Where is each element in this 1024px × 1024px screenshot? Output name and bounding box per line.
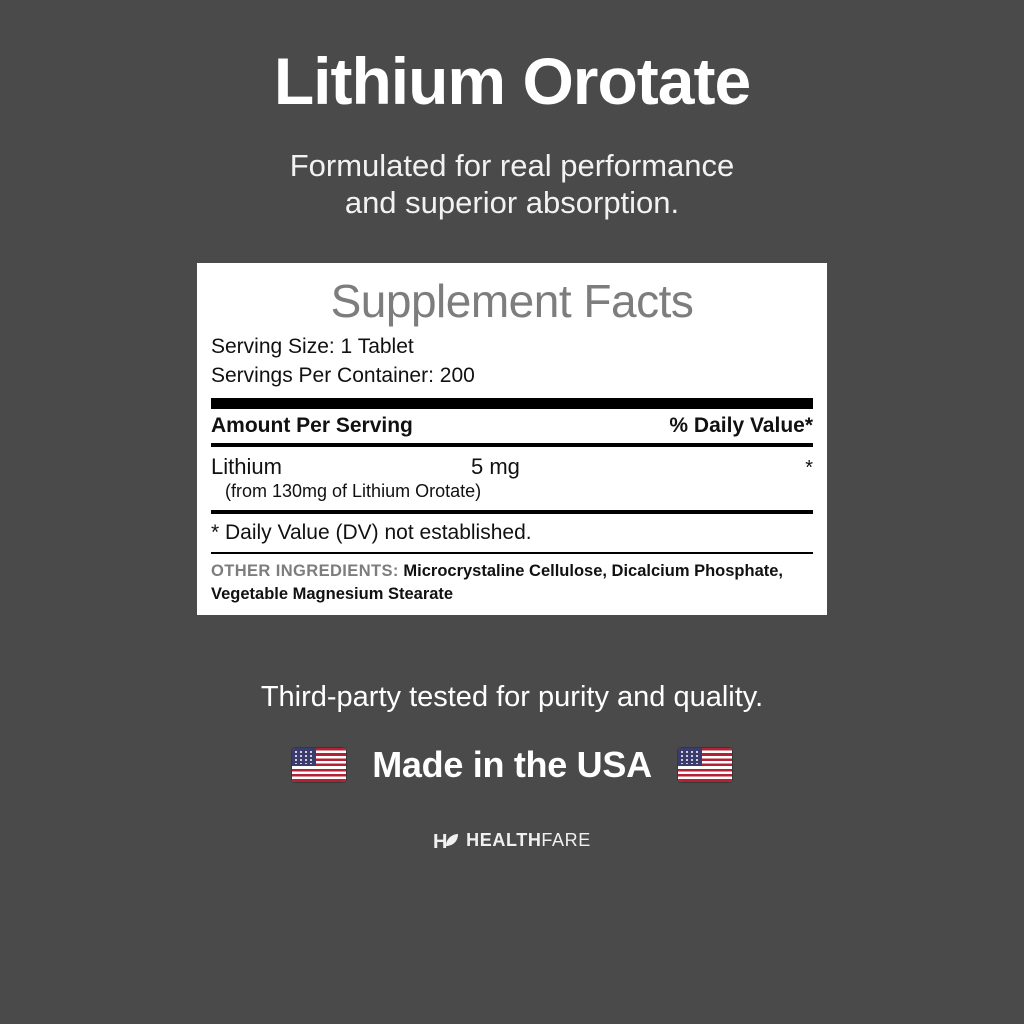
brand-lockup: [433, 828, 591, 854]
amount-per-serving-header: Amount Per Serving: [211, 414, 413, 438]
brand-name-light: FARE: [541, 830, 591, 851]
tagline-line-1: Formulated for real performance: [289, 148, 735, 183]
brand-name-bold: HEALTH: [466, 830, 542, 851]
other-ingredients-label: OTHER INGREDIENTS:: [211, 562, 399, 581]
nutrient-amount: 5 mg: [471, 454, 520, 480]
other-ingredients-value: Microcrystaline Cellulose, Dicalcium Phosphate, Vegetable Magnesium Stearate: [211, 562, 784, 603]
brand-name: [466, 830, 591, 851]
daily-value-footnote: * Daily Value (DV) not established.: [211, 521, 532, 545]
divider-thick: [211, 398, 813, 409]
nutrient-name: Lithium: [211, 454, 282, 480]
facts-column-headers: [211, 409, 813, 443]
servings-per-container: Servings Per Container: 200: [211, 364, 475, 388]
tagline: [290, 148, 735, 221]
table-row: [211, 447, 813, 481]
page-title: Lithium Orotate: [273, 44, 751, 118]
made-in-usa-row: [292, 744, 732, 786]
svg-text:H: H: [433, 830, 448, 853]
third-party-tested-claim: Third-party tested for purity and quality.: [260, 680, 764, 713]
supplement-facts-panel: [197, 263, 827, 615]
supplement-facts-title: Supplement Facts: [330, 275, 694, 328]
made-in-usa-label: Made in the USA: [372, 743, 652, 785]
other-ingredients: [211, 554, 813, 609]
nutrient-daily-value: *: [805, 457, 813, 480]
nutrient-source-note: (from 130mg of Lithium Orotate): [225, 481, 482, 502]
tagline-line-2: and superior absorption.: [344, 184, 680, 220]
usa-flag-icon: [292, 748, 346, 782]
usa-flag-icon-2: [678, 748, 732, 782]
serving-size: Serving Size: 1 Tablet: [211, 335, 414, 359]
daily-value-header: % Daily Value*: [669, 414, 813, 438]
healthfare-leaf-logo-icon: [433, 828, 459, 854]
